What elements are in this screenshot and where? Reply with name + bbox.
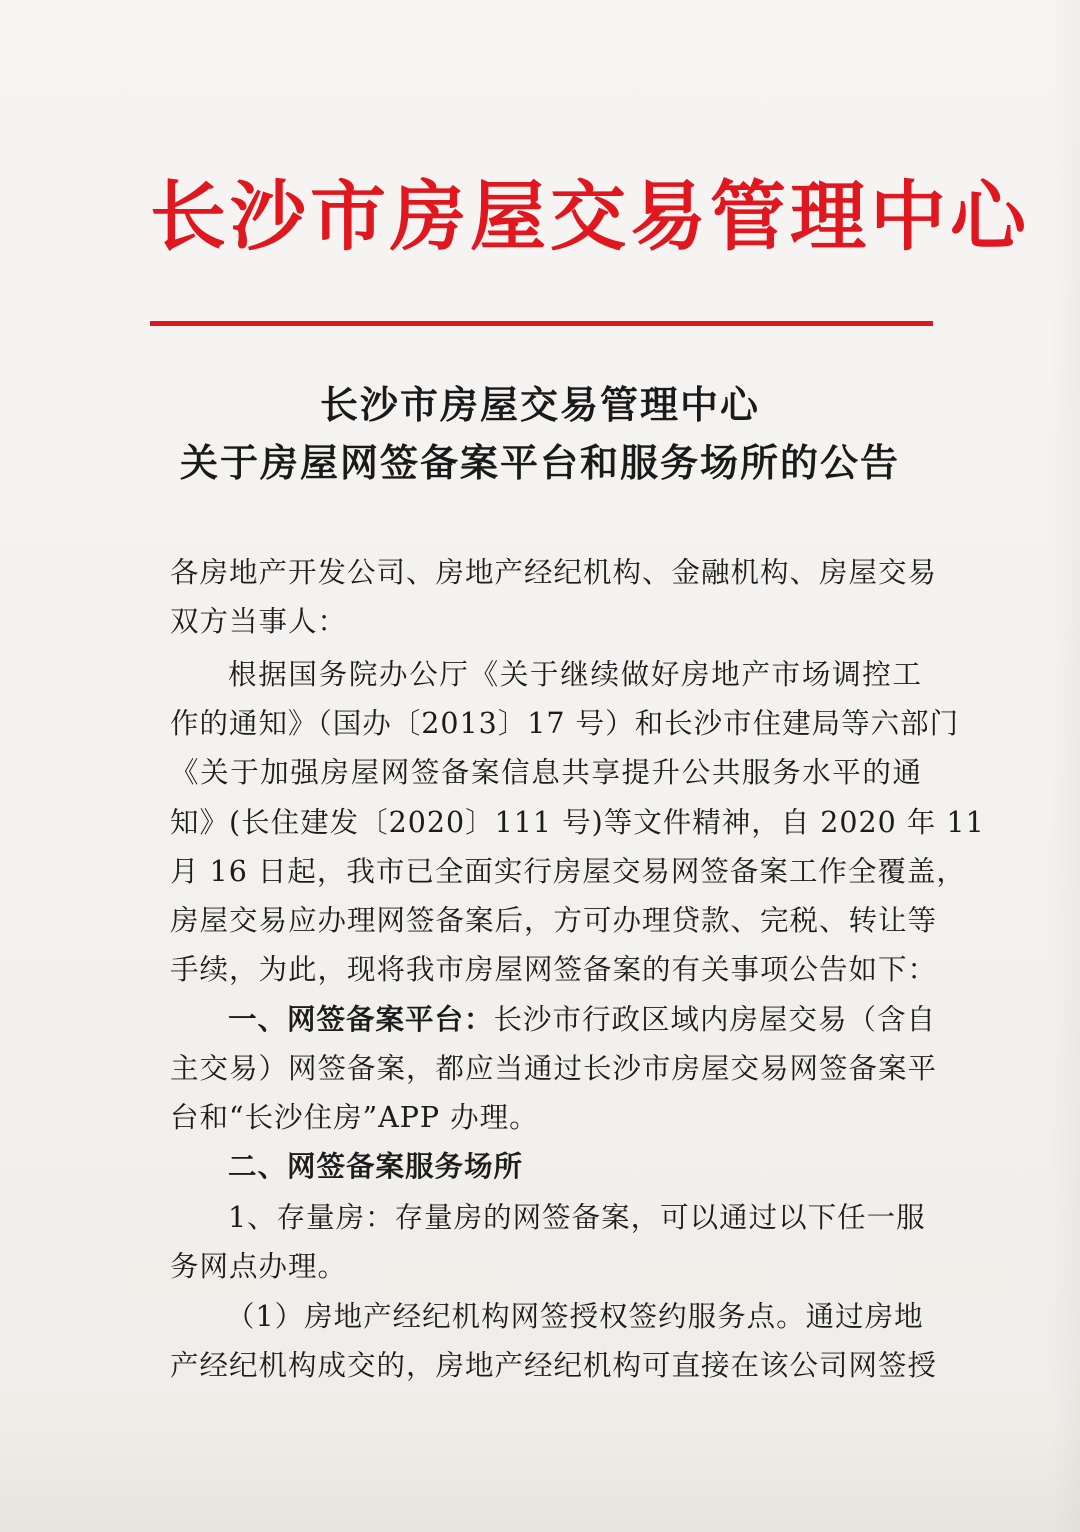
item-line: 1、存量房：存量房的网签备案，可以通过以下任一服 (228, 1201, 926, 1234)
section-heading: 二、网签备案服务场所 (228, 1150, 524, 1183)
section-platform-line: 台和“长沙住房”APP 办理。 (170, 1101, 539, 1135)
section-service-venues (170, 1142, 922, 1191)
notice-title-line-2: 关于房屋网签备案平台和服务场所的公告 (179, 441, 900, 485)
item-line: 务网点办理。 (170, 1250, 348, 1284)
paragraph-line: 知》(长住建发〔2020〕111 号)等文件精神，自 2020 年 11 (170, 805, 985, 839)
salutation-line: 双方当事人： (170, 605, 348, 639)
paragraph-line: 房屋交易应办理网签备案后，方可办理贷款、完税、转让等 (170, 903, 938, 937)
paper-bottom-shadow (0, 1422, 1080, 1532)
paragraph-line: 作的通知》（国办〔2013〕17 号）和长沙市住建局等六部门 (170, 707, 960, 741)
item-existing-housing (170, 1193, 926, 1291)
section-platform-line (170, 995, 937, 1044)
masthead-title: 长沙市房屋交易管理中心 (150, 172, 1030, 261)
paper-edge-shadow (1050, 0, 1080, 1532)
section-platform (170, 995, 938, 1143)
paragraph-basis (170, 650, 985, 994)
paragraph-line: 手续，为此，现将我市房屋网签备案的有关事项公告如下： (170, 953, 938, 987)
red-divider-rule (150, 321, 933, 326)
notice-title-line-1: 长沙市房屋交易管理中心 (319, 383, 760, 427)
salutation (170, 548, 938, 646)
paragraph-line: 《关于加强房屋网签备案信息共享提升公共服务水平的通 (170, 756, 922, 790)
paragraph-line: 月 16 日起，我市已全面实行房屋交易网签备案工作全覆盖， (170, 854, 966, 888)
section-platform-line: 主交易）网签备案，都应当通过长沙市房屋交易网签备案平 (170, 1052, 938, 1086)
item-line: 产经纪机构成交的，房地产经纪机构可直接在该公司网签授 (170, 1349, 938, 1383)
section-text: 长沙市行政区域内房屋交易（含自 (493, 1003, 937, 1036)
section-heading: 一、网签备案平台： (228, 1003, 494, 1036)
item-line: （1）房地产经纪机构网签授权签约服务点。通过房地 (226, 1300, 924, 1333)
item-agency-service-point (170, 1292, 938, 1390)
paragraph-line: 根据国务院办公厅《关于继续做好房地产市场调控工 (228, 658, 922, 691)
salutation-line: 各房地产开发公司、房地产经纪机构、金融机构、房屋交易 (170, 556, 938, 589)
